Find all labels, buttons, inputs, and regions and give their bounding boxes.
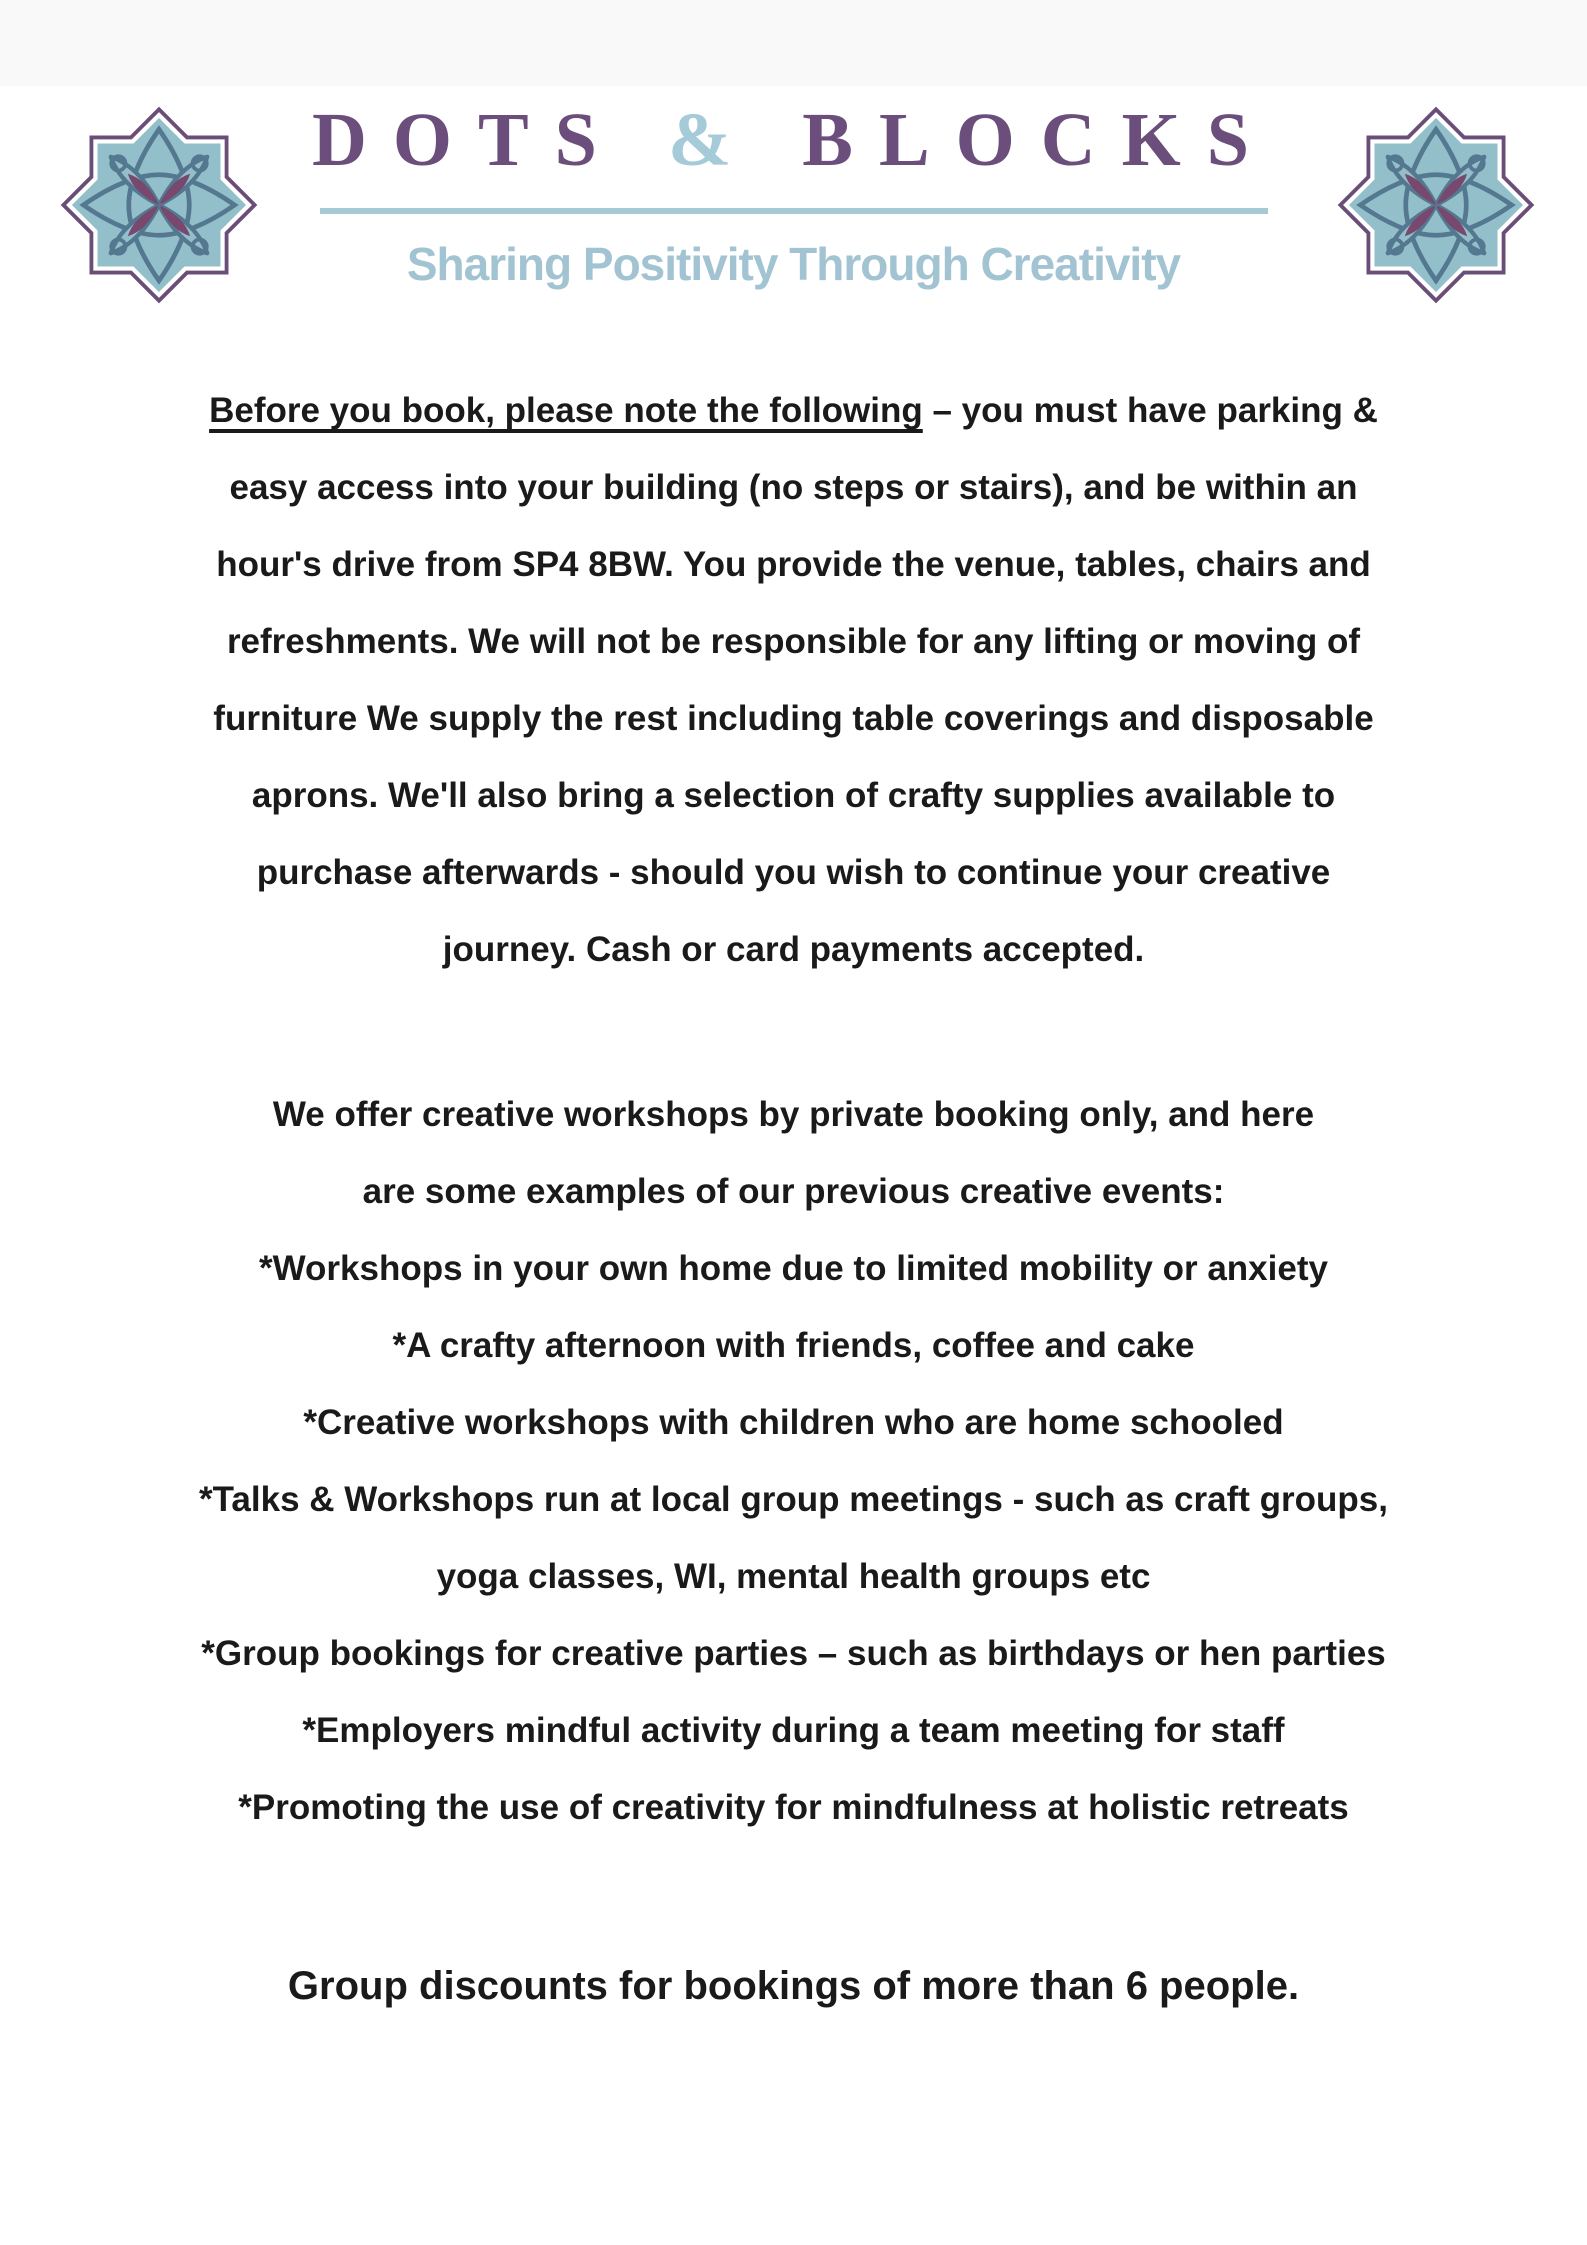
text-line: *Talks & Workshops run at local group meetings - such as craft groups, bbox=[199, 1480, 1388, 1519]
text-line bbox=[104, 372, 1484, 449]
text-line: *Promoting the use of creativity for mindfulness at holistic retreats bbox=[238, 1788, 1349, 1827]
text-line: aprons. We'll also bring a selection of crafty supplies available to bbox=[251, 776, 1336, 815]
booking-terms-paragraph bbox=[104, 372, 1484, 988]
brand-title-blocks: BLOCKS bbox=[802, 98, 1276, 182]
flyer-body bbox=[104, 372, 1484, 2016]
text-line: *Employers mindful activity during a team meeting for staff bbox=[302, 1711, 1285, 1750]
text-line: hour's drive from SP4 8BW. You provide the venue, tables, chairs and bbox=[216, 545, 1371, 584]
text-line: yoga classes, WI, mental health groups etc bbox=[436, 1557, 1151, 1596]
group-discount-note: Group discounts for bookings of more than 6 people. bbox=[287, 1964, 1300, 2008]
text-line: We offer creative workshops by private booking only, and here bbox=[272, 1095, 1315, 1134]
text-line: *A crafty afternoon with friends, coffee and cake bbox=[392, 1326, 1195, 1365]
brand-tagline: Sharing Positivity Through Creativity bbox=[406, 238, 1181, 290]
text-line: journey. Cash or card payments accepted. bbox=[442, 930, 1145, 969]
text-line: furniture We supply the rest including table coverings and disposable bbox=[213, 699, 1374, 738]
brand-title-dots: DOTS bbox=[311, 98, 623, 182]
header-divider-line bbox=[320, 208, 1268, 214]
text-line: purchase afterwards - should you wish to continue your creative bbox=[256, 853, 1331, 892]
underlined-note: Before you book, please note the following bbox=[209, 391, 923, 430]
text-line: are some examples of our previous creative events: bbox=[362, 1172, 1225, 1211]
events-list-paragraph bbox=[104, 1076, 1484, 1846]
mandala-star-icon bbox=[1332, 101, 1540, 309]
text-line: *Workshops in your own home due to limited mobility or anxiety bbox=[259, 1249, 1328, 1288]
text-line: *Creative workshops with children who are home schooled bbox=[303, 1403, 1284, 1442]
text-line: *Group bookings for creative parties – such as birthdays or hen parties bbox=[201, 1634, 1386, 1673]
text-line-rest: – you must have parking & bbox=[922, 391, 1378, 430]
text-line: easy access into your building (no steps or stairs), and be within an bbox=[229, 468, 1358, 507]
text-line: refreshments. We will not be responsible for any lifting or moving of bbox=[226, 622, 1361, 661]
header bbox=[0, 0, 1587, 340]
brand-title-ampersand: & bbox=[667, 98, 758, 182]
